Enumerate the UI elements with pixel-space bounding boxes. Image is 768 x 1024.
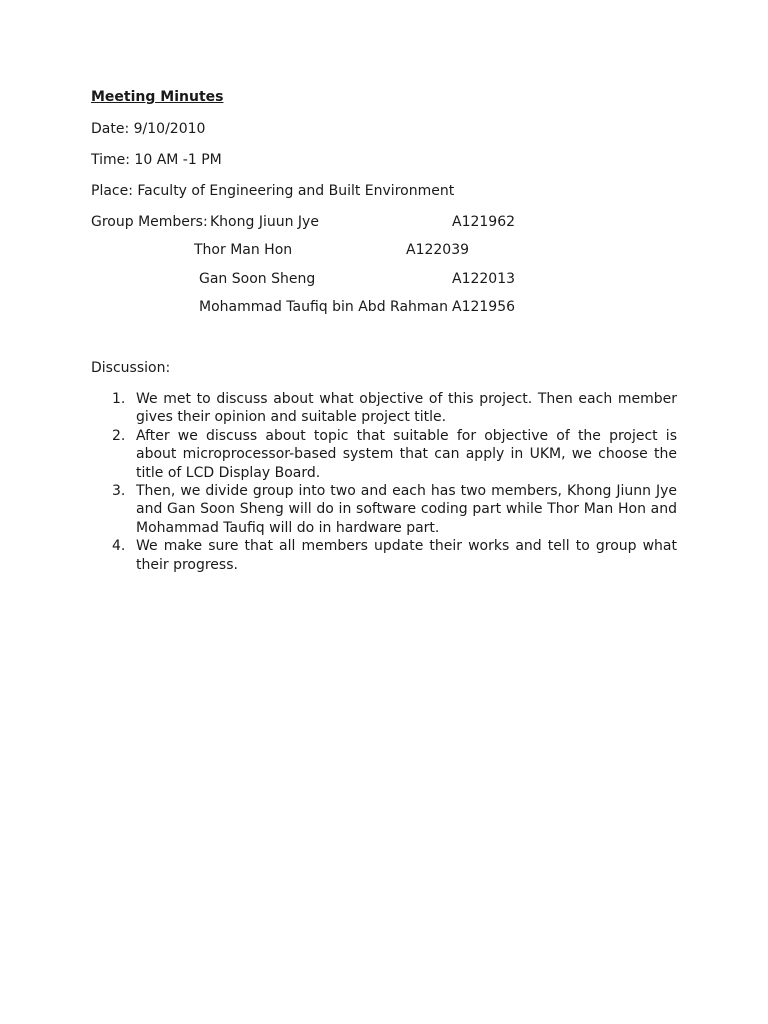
member-id: A121956 [452,299,516,315]
discussion-list [91,390,677,574]
meeting-date: Date: 9/10/2010 [91,121,206,137]
member-id: A121962 [452,214,516,230]
item-text: We met to discuss about what objective of this project. Then each member gives their opinion and suitable project title. [136,391,677,426]
item-number: 4. [112,538,126,555]
discussion-item [91,537,677,574]
member-name: Khong Jiuun Jye [210,214,319,230]
member-name: Gan Soon Sheng [199,271,316,287]
member-id: A122039 [406,242,470,258]
item-number: 3. [112,483,126,500]
discussion-heading: Discussion: [91,360,171,376]
member-name: Mohammad Taufiq bin Abd Rahman [199,299,448,315]
page-title: Meeting Minutes [91,89,224,105]
meeting-time: Time: 10 AM -1 PM [91,152,222,168]
discussion-item [91,482,677,537]
item-text: After we discuss about topic that suitable for objective of the project is about microprocessor-based system that can apply in UKM, we choose the title of LCD Display Board. [136,427,677,481]
item-number: 2. [112,427,126,444]
discussion-item [91,427,677,482]
group-members-label: Group Members: [91,214,208,230]
meeting-place: Place: Faculty of Engineering and Built Environment [91,183,455,199]
item-number: 1. [112,391,126,407]
member-id: A122013 [452,271,516,287]
member-name: Thor Man Hon [194,242,293,258]
item-text: We make sure that all members update their works and tell to group what their progress. [136,538,677,573]
item-text: Then, we divide group into two and each has two members, Khong Jiunn Jye and Gan Soon Sheng will do in software coding part while Thor Man Hon and Mohammad Taufiq will do in hardware part. [136,483,677,536]
discussion-item [91,390,677,427]
